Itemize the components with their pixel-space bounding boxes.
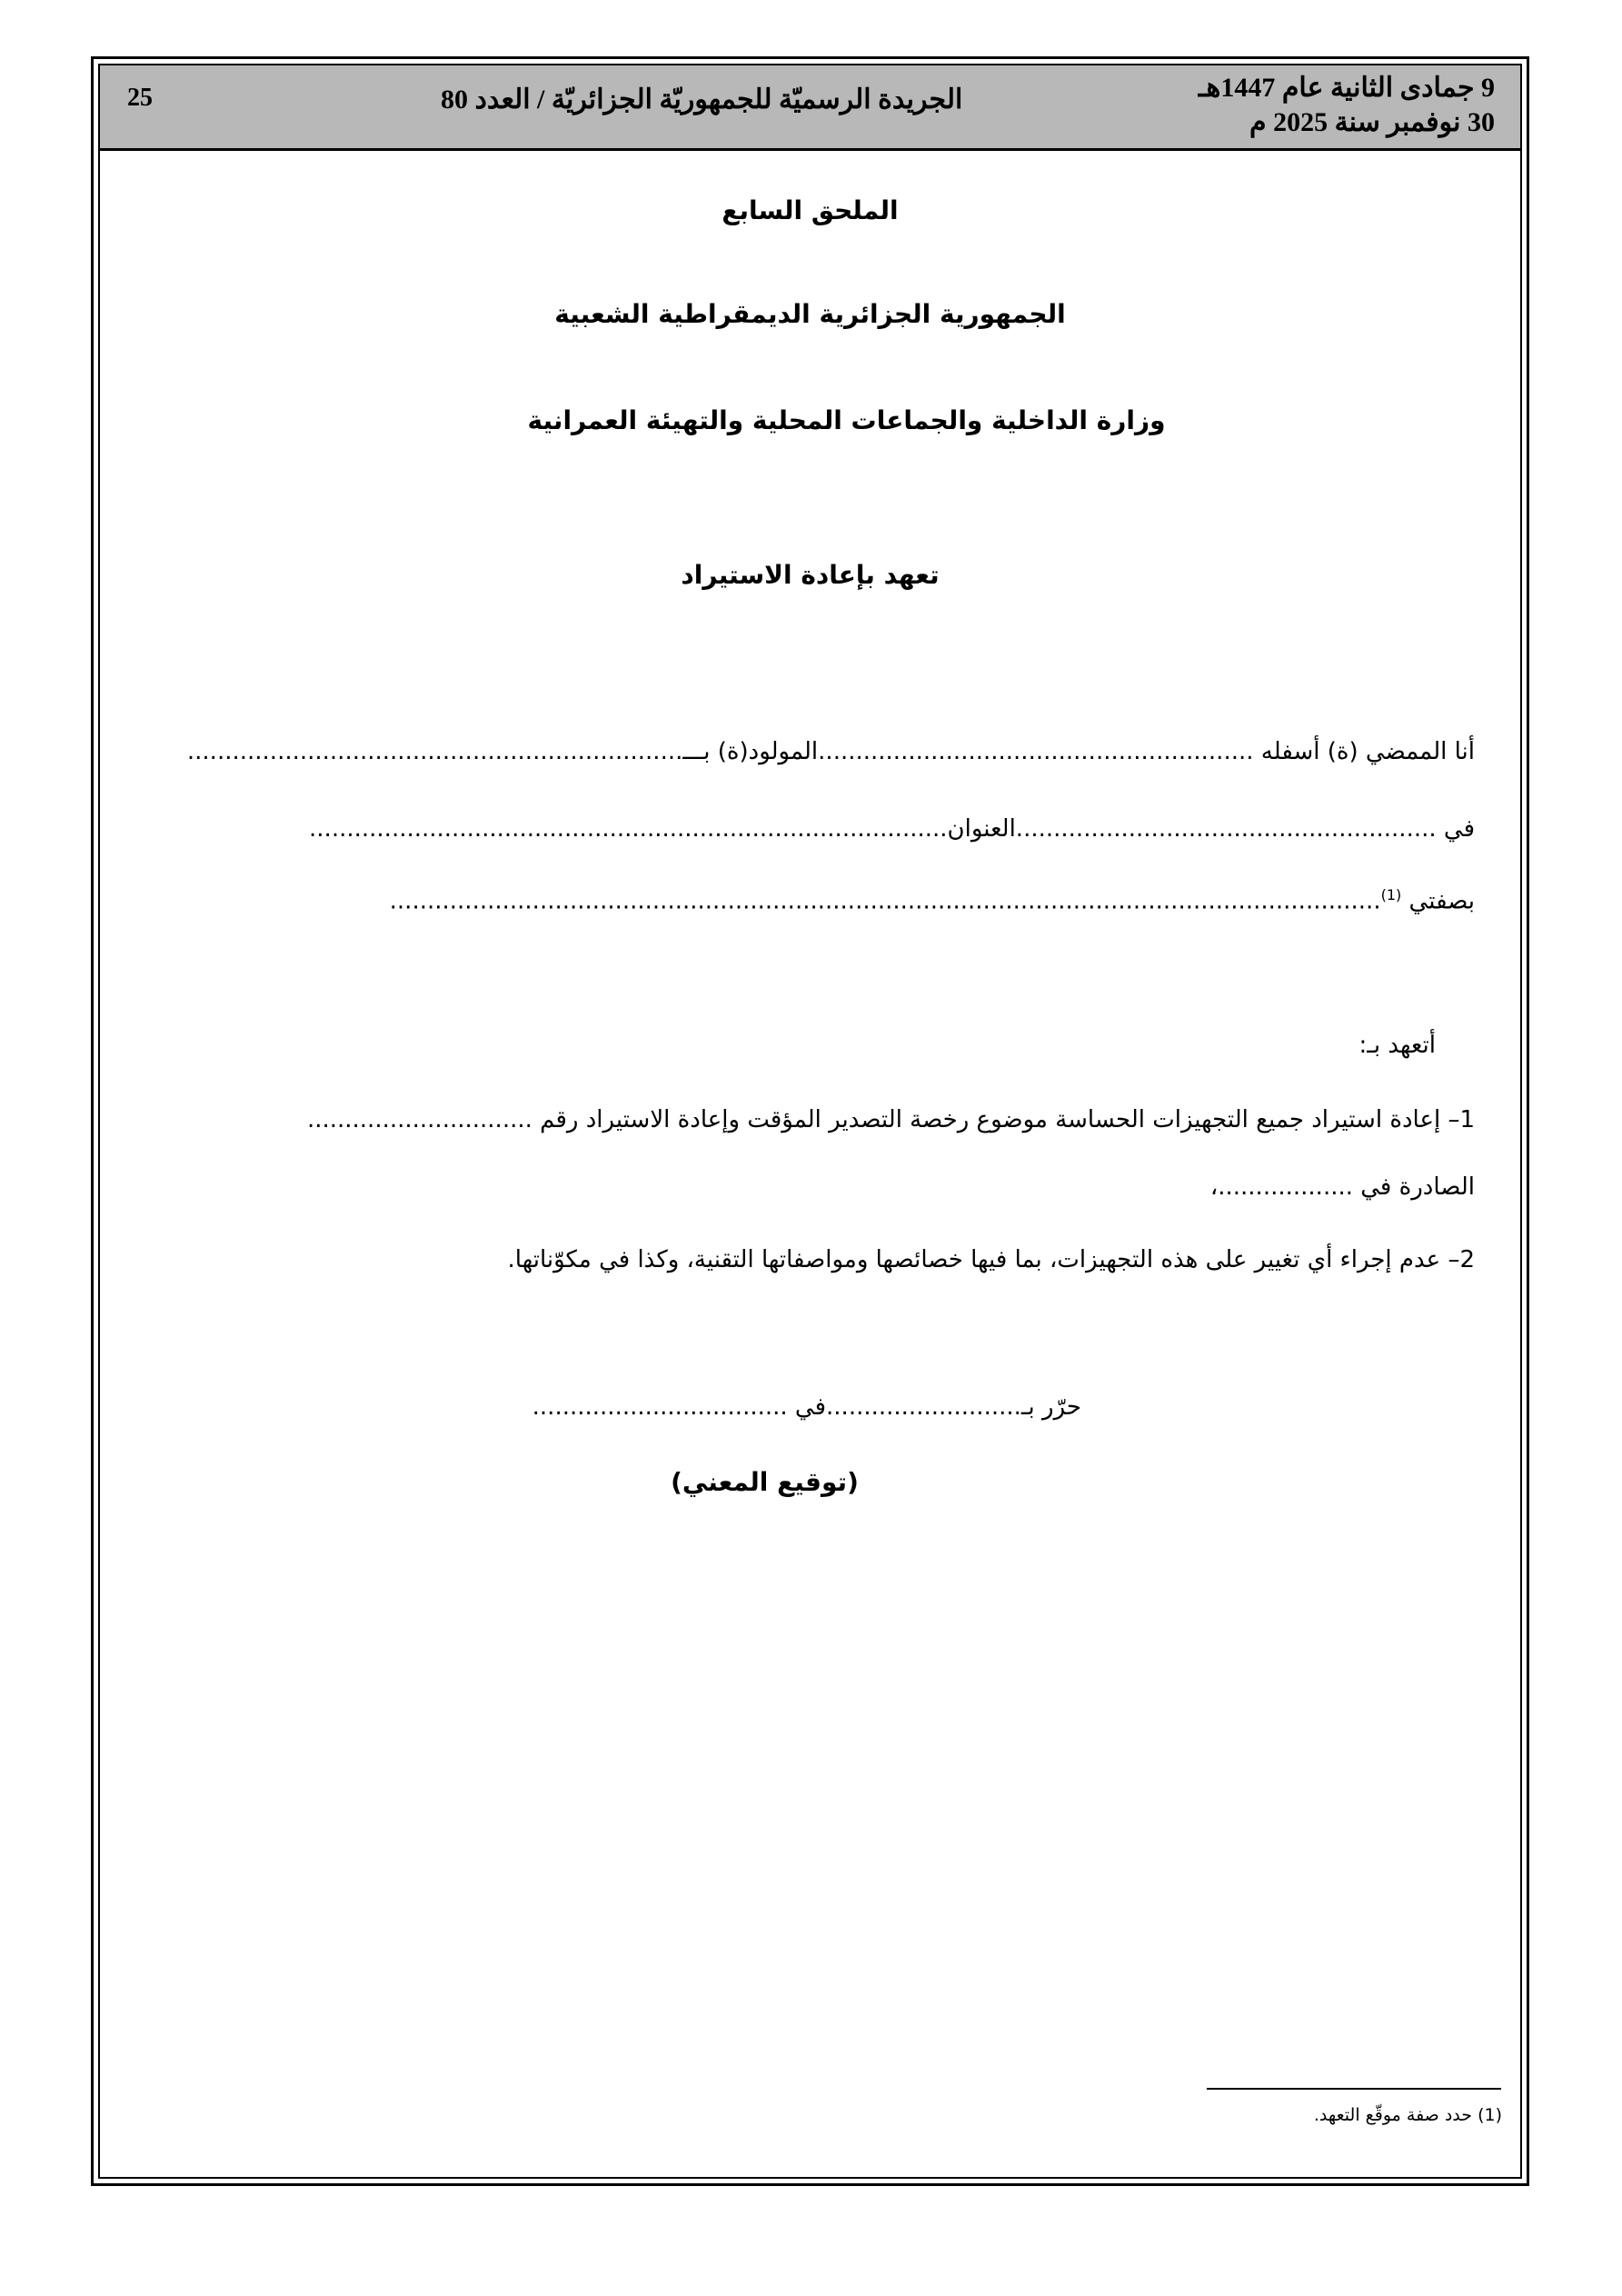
signer-name-line: أنا الممضي (ة) أسفله ..........................................................المولود(ة) بـــ.................................................................. xyxy=(186,738,1475,765)
capacity-label: بصفتي xyxy=(1401,887,1475,915)
footnote: (1) حدد صفة موقّع التعهد. xyxy=(1313,2105,1502,2125)
commitment-item-1: 1– إعادة استيراد جميع التجهيزات الحساسة موضوع رخصة التصدير المؤقت وإعادة الاستيراد رقم .............................. xyxy=(306,1106,1475,1133)
commitment-item-1-continued: الصادرة في ..................، xyxy=(1209,1173,1475,1201)
annex-heading: الملحق السابع xyxy=(721,195,899,225)
footnote-ref: (1) xyxy=(1380,886,1402,903)
place-date-line: حرّر بـ..........................في .................................. xyxy=(532,1393,1081,1421)
capacity-line xyxy=(390,886,1475,915)
hijri-date: 9 جمادى الثانية عام 1447هـ xyxy=(1198,73,1495,103)
page-number: 25 xyxy=(127,84,153,112)
ministry-heading: وزارة الداخلية والجماعات المحلية والتهيئة العمرانية xyxy=(527,405,1166,435)
journal-header xyxy=(100,65,1520,151)
gregorian-date: 30 نوفمبر سنة 2025 م xyxy=(1249,107,1495,137)
commitment-label: أتعهد بـ: xyxy=(1358,1032,1436,1059)
journal-title: الجريدة الرسميّة للجمهوريّة الجزائريّة / العدد 80 xyxy=(441,85,963,115)
document-title: تعهد بإعادة الاستيراد xyxy=(681,560,940,590)
republic-heading: الجمهورية الجزائرية الديمقراطية الشعبية xyxy=(554,299,1066,329)
address-line: في ........................................................العنوان..................................................................................... xyxy=(309,815,1475,843)
footnote-divider xyxy=(1207,2088,1501,2090)
signature-label: (توقيع المعني) xyxy=(671,1467,859,1497)
capacity-dots: .................................................................................................................................... xyxy=(389,887,1381,915)
commitment-item-2: 2– عدم إجراء أي تغيير على هذه التجهيزات، بما فيها خصائصها ومواصفاتها التقنية، وكذا في مكوّناتها. xyxy=(507,1246,1475,1273)
header-date xyxy=(1199,71,1495,140)
